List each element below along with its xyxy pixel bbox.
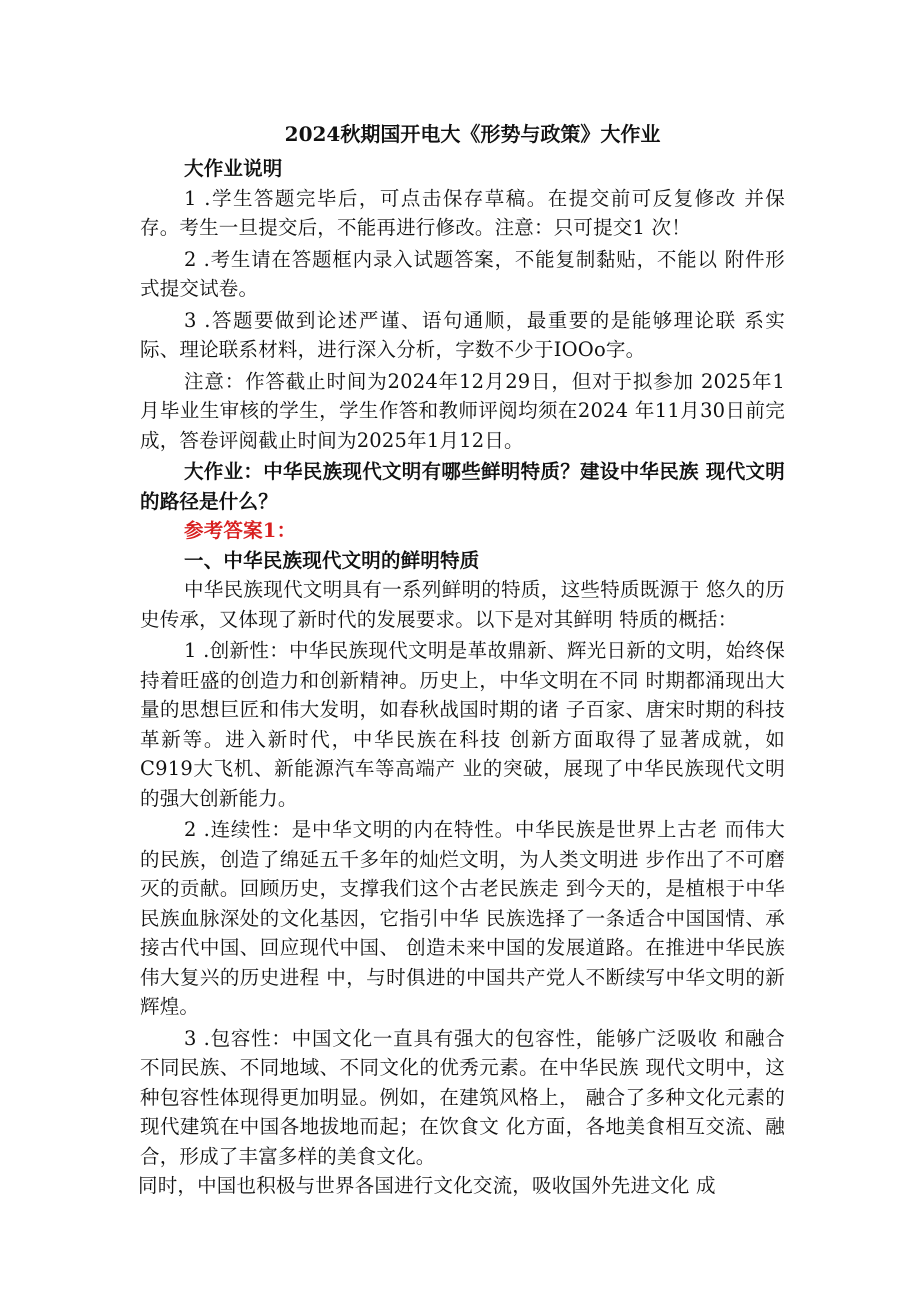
trait-paragraph: 2 .连续性：是中华文明的内在特性。中华民族是世界上古老 而伟大的民族，创造了绵延五千多年的灿烂文明，为人类文明进 步作出了不可磨灭的贡献。回顾历史，支撑我们这个古老民族走 到今天的，是植根于中华民族血脉深处的文化基因，它指引中华 民族选择了一条适合中国国情、承接古代中国、回应现代中国、 创造未来中国的发展道路。在推进中华民族伟大复兴的历史进程 中，与时俱进的中国共产党人不断续写中华文明的新辉煌。 <box>140 818 785 1018</box>
document-title: 2024秋期国开电大《形势与政策》大作业 <box>284 122 661 146</box>
instruction-item: 2 .考生请在答题框内录入试题答案，不能复制黏贴，不能以 附件形式提交试卷。 <box>140 247 785 300</box>
trait-paragraph: 1 .创新性：中华民族现代文明是革故鼎新、辉光日新的文明，始终保持着旺盛的创造力和创新精神。历史上，中华文明在不同 时期都涌现出大量的思想巨匠和伟大发明，如春秋战国时期的诸 子百家、唐宋时期的科技革新等。进入新时代，中华民族在科技 创新方面取得了显著成就，如C919大飞机、新能源汽车等高端产 业的突破，展现了中华民族现代文明的强大创新能力。 <box>140 639 785 810</box>
instruction-item: 1 .学生答题完毕后，可点击保存草稿。在提交前可反复修改 并保存。考生一旦提交后，不能再进行修改。注意：只可提交1 次！ <box>140 186 785 239</box>
answer-label: 参考答案1： <box>184 519 297 542</box>
instructions-heading: 大作业说明 <box>184 157 283 180</box>
trailing-line: 同时，中国也积极与世界各国进行文化交流，吸收国外先进文化 成 <box>138 1174 716 1197</box>
document-page <box>140 118 785 1201</box>
instruction-item: 3 .答题要做到论述严谨、语句通顺，最重要的是能够理论联 系实际、理论联系材料，进行深入分析，字数不少于IOOo字。 <box>140 308 785 361</box>
assignment-question: 大作业：中华民族现代文明有哪些鲜明特质？建设中华民族 现代文明的路径是什么？ <box>140 460 785 513</box>
trait-paragraph: 3 .包容性：中国文化一直具有强大的包容性，能够广泛吸收 和融合不同民族、不同地域、不同文化的优秀元素。在中华民族 现代文明中，这种包容性体现得更加明显。例如，在建筑风格上， 融合了多种文化元素的现代建筑在中国各地拔地而起；在饮食文 化方面，各地美食相互交流、融合，形成了丰富多样的美食文化。 <box>140 1026 785 1168</box>
deadline-note: 注意：作答截止时间为2024年12月29日，但对于拟参加 2025年1月毕业生审核的学生，学生作答和教师评阅均须在2024 年11月30日前完成，答卷评阅截止时间为2025年1月12日。 <box>140 369 785 452</box>
intro-paragraph: 中华民族现代文明具有一系列鲜明的特质，这些特质既源于 悠久的历史传承，又体现了新时代的发展要求。以下是对其鲜明 特质的概括： <box>140 578 785 631</box>
section-heading: 一、中华民族现代文明的鲜明特质 <box>184 548 480 572</box>
